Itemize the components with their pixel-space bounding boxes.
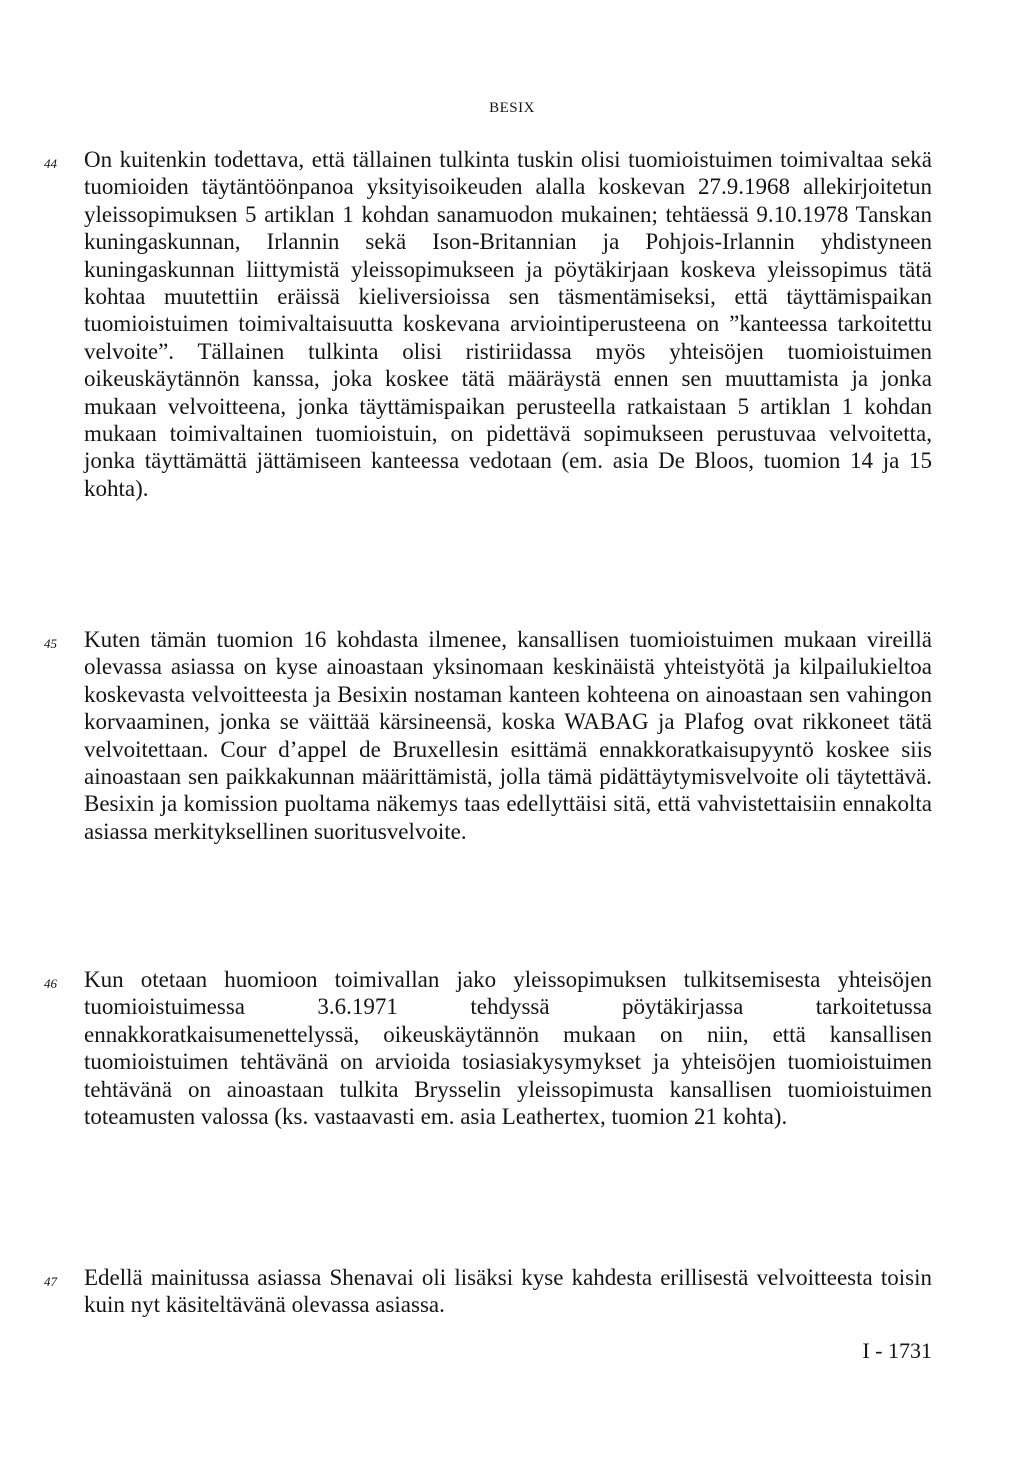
paragraph-44-text: On kuitenkin todettava, että tällainen tulkinta tuskin olisi tuomioistuimen toimivaltaa sekä tuomioiden täytäntöönpanoa yksityisoikeuden alalla koskevan 27.9.1968 allekirjoitetun yleissopimuksen 5 artiklan 1 kohdan sanamuodon mukainen; tehtäessä 9.10.1978 Tanskan kuningaskunnan, Irlannin sekä Ison-Britannian ja Pohjois-Irlannin yhdistyneen kuningaskunnan liittymistä yleissopimukseen ja pöytäkirjaan koskeva yleissopimus tätä kohtaa muutettiin eräissä kieliversioissa sen täsmentämiseksi, että täyttämispaikan tuomioistuimen toimivaltaisuutta koskevana arviointiperusteena on ”kanteessa tarkoitettu velvoite”. Tällainen tulkinta olisi ristiriidassa myös yhteisöjen tuomioistuimen oikeuskäytännön kanssa, joka koskee tätä määräystä ennen sen muuttamista ja jonka mukaan velvoitteena, jonka täyttämispaikan perusteella ratkaistaan 5 artiklan 1 kohdan mukaan toimivaltainen tuomioistuin, on pidettävä sopimukseen perustuvaa velvoitetta, jonka täyttämättä jättämiseen kanteessa vedotaan (em. asia De Bloos, tuomion 14 ja 15 kohta). [84,147,932,501]
paragraph-46-text: Kun otetaan huomioon toimivallan jako yleissopimuksen tulkitsemisesta yhteisöjen tuomioistuimessa 3.6.1971 tehdyssä pöytäkirjassa tarkoitetussa ennakkoratkaisumenettelyssä, oikeuskäytännön mukaan on niin, että kansallisen tuomioistuimen tehtävänä on arvioida tosiasiakysymykset ja yhteisöjen tuomioistuimen tehtävänä on ainoastaan tulkita Brysselin yleissopimusta kansallisen tuomioistuimen toteamusten valossa (ks. vastaavasti em. asia Leathertex, tuomion 21 kohta). [84,967,932,1130]
paragraph-number: 47 [44,1274,57,1289]
page-number: I - 1731 [862,1338,932,1363]
paragraph-47-text: Edellä mainitussa asiassa Shenavai oli lisäksi kyse kahdesta erillisestä velvoitteesta toisin kuin nyt käsiteltävänä olevassa asiassa. [84,1265,932,1318]
paragraph-number: 44 [44,156,57,171]
page-header-title: BESIX [489,100,535,116]
paragraph-number: 45 [44,636,57,651]
paragraph-number: 46 [44,976,57,991]
paragraph-45-text: Kuten tämän tuomion 16 kohdasta ilmenee, kansallisen tuomioistuimen mukaan vireillä olevassa asiassa on kyse ainoastaan yksinomaan keskinäistä yhteistyötä ja kilpailukieltoa koskevasta velvoitteesta ja Besixin nostaman kanteen kohteena on ainoastaan sen vahingon korvaaminen, jonka se väittää kärsineensä, koska WABAG ja Plafog ovat rikkoneet tätä velvoitettaan. Cour d’appel de Bruxellesin esittämä ennakkoratkaisupyyntö koskee siis ainoastaan sen paikkakunnan määrittämistä, jolla tämä pidättäytymisvelvoite oli täytettävä. Besixin ja komission puoltama näkemys taas edellyttäisi sitä, että vahvistettaisiin ennakolta asiassa merkityksellinen suoritusvelvoite. [84,627,932,844]
